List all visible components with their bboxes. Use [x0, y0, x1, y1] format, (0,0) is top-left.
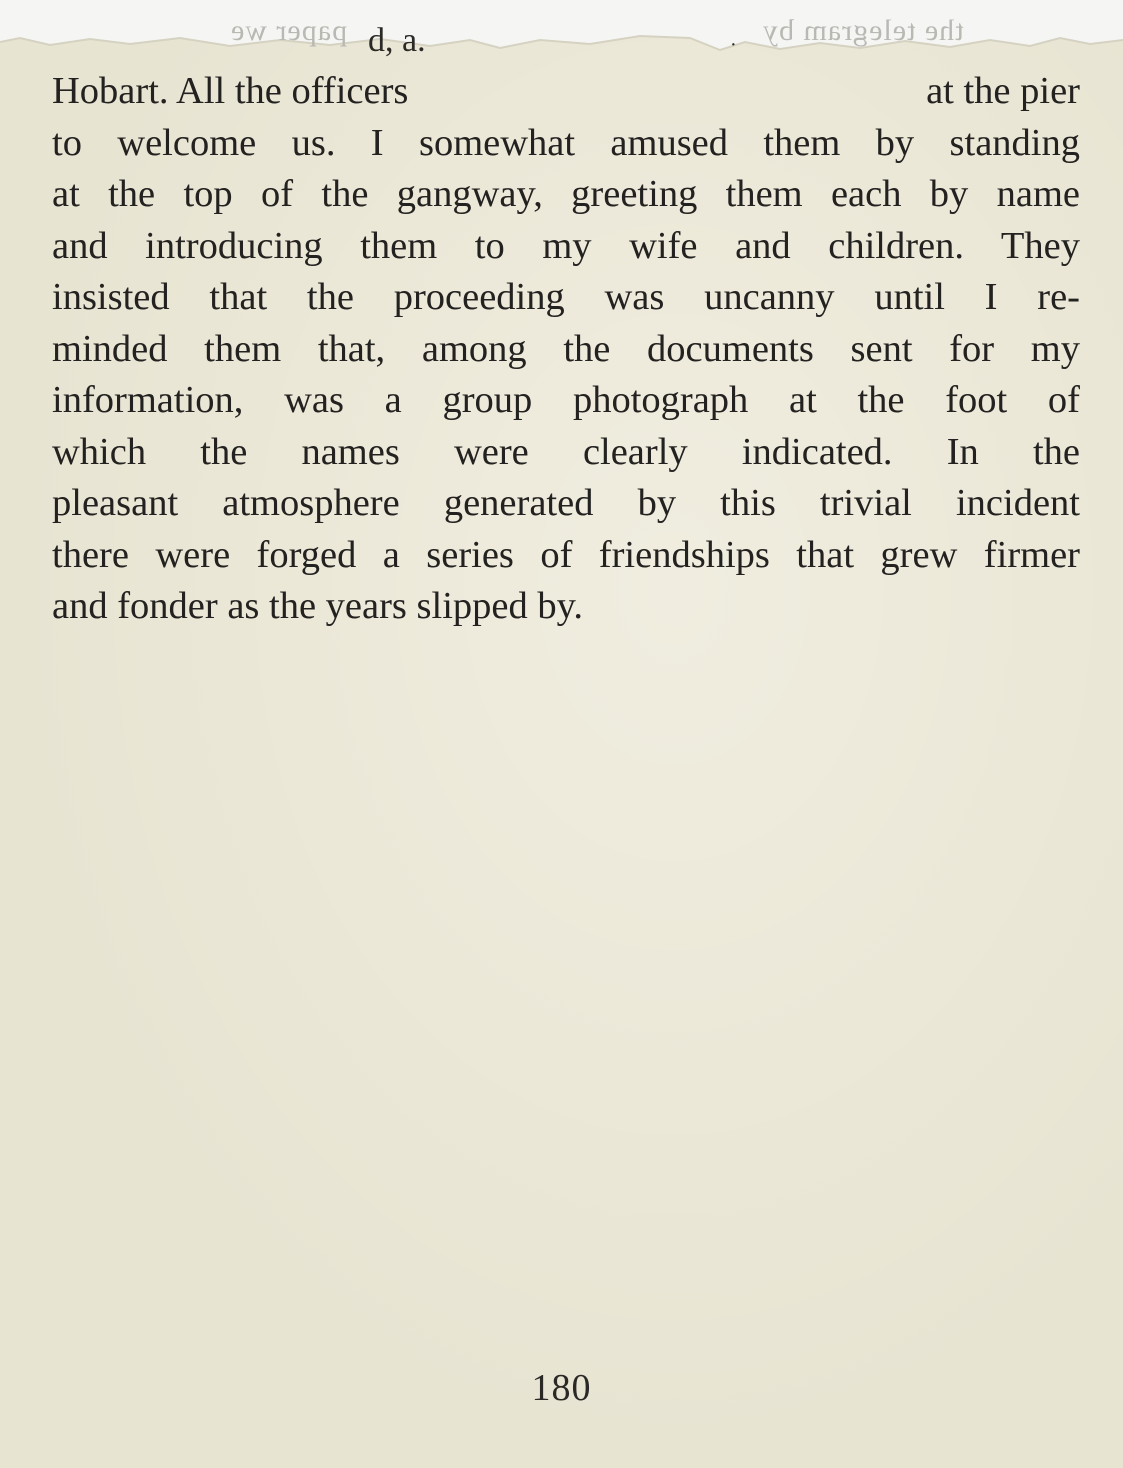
first-line-right: at the pier [926, 70, 1080, 112]
torn-text-fragment-right: · [730, 34, 737, 56]
bleed-through-text-left: paper we [230, 14, 348, 47]
text-line-last: and fonder as the years slipped by. [52, 585, 583, 627]
bleed-through-text-right: the telegram by [762, 14, 964, 47]
text-line: and introducing them to my wife and children. They [52, 224, 1080, 267]
text-line: pleasant atmosphere generated by this trivial incident [52, 482, 1080, 524]
page-number: 180 [531, 1367, 592, 1409]
text-line: there were forged a series of friendships that grew firmer [52, 533, 1080, 576]
torn-text-fragment-left: d, a. [368, 22, 426, 59]
text-line: at the top of the gangway, greeting them each by name [52, 173, 1080, 215]
body-paragraph [52, 66, 1080, 633]
text-line: to welcome us. I somewhat amused them by standing [52, 121, 1080, 164]
text-line: minded them that, among the documents sent for my [52, 327, 1080, 370]
text-line: information, was a group photograph at the foot of [52, 379, 1080, 421]
text-line: which the names were clearly indicated. In the [52, 430, 1080, 473]
first-line-left: Hobart. All the officers [52, 70, 409, 112]
first-line [52, 66, 1080, 118]
text-line: insisted that the proceeding was uncanny until I re- [52, 276, 1080, 318]
